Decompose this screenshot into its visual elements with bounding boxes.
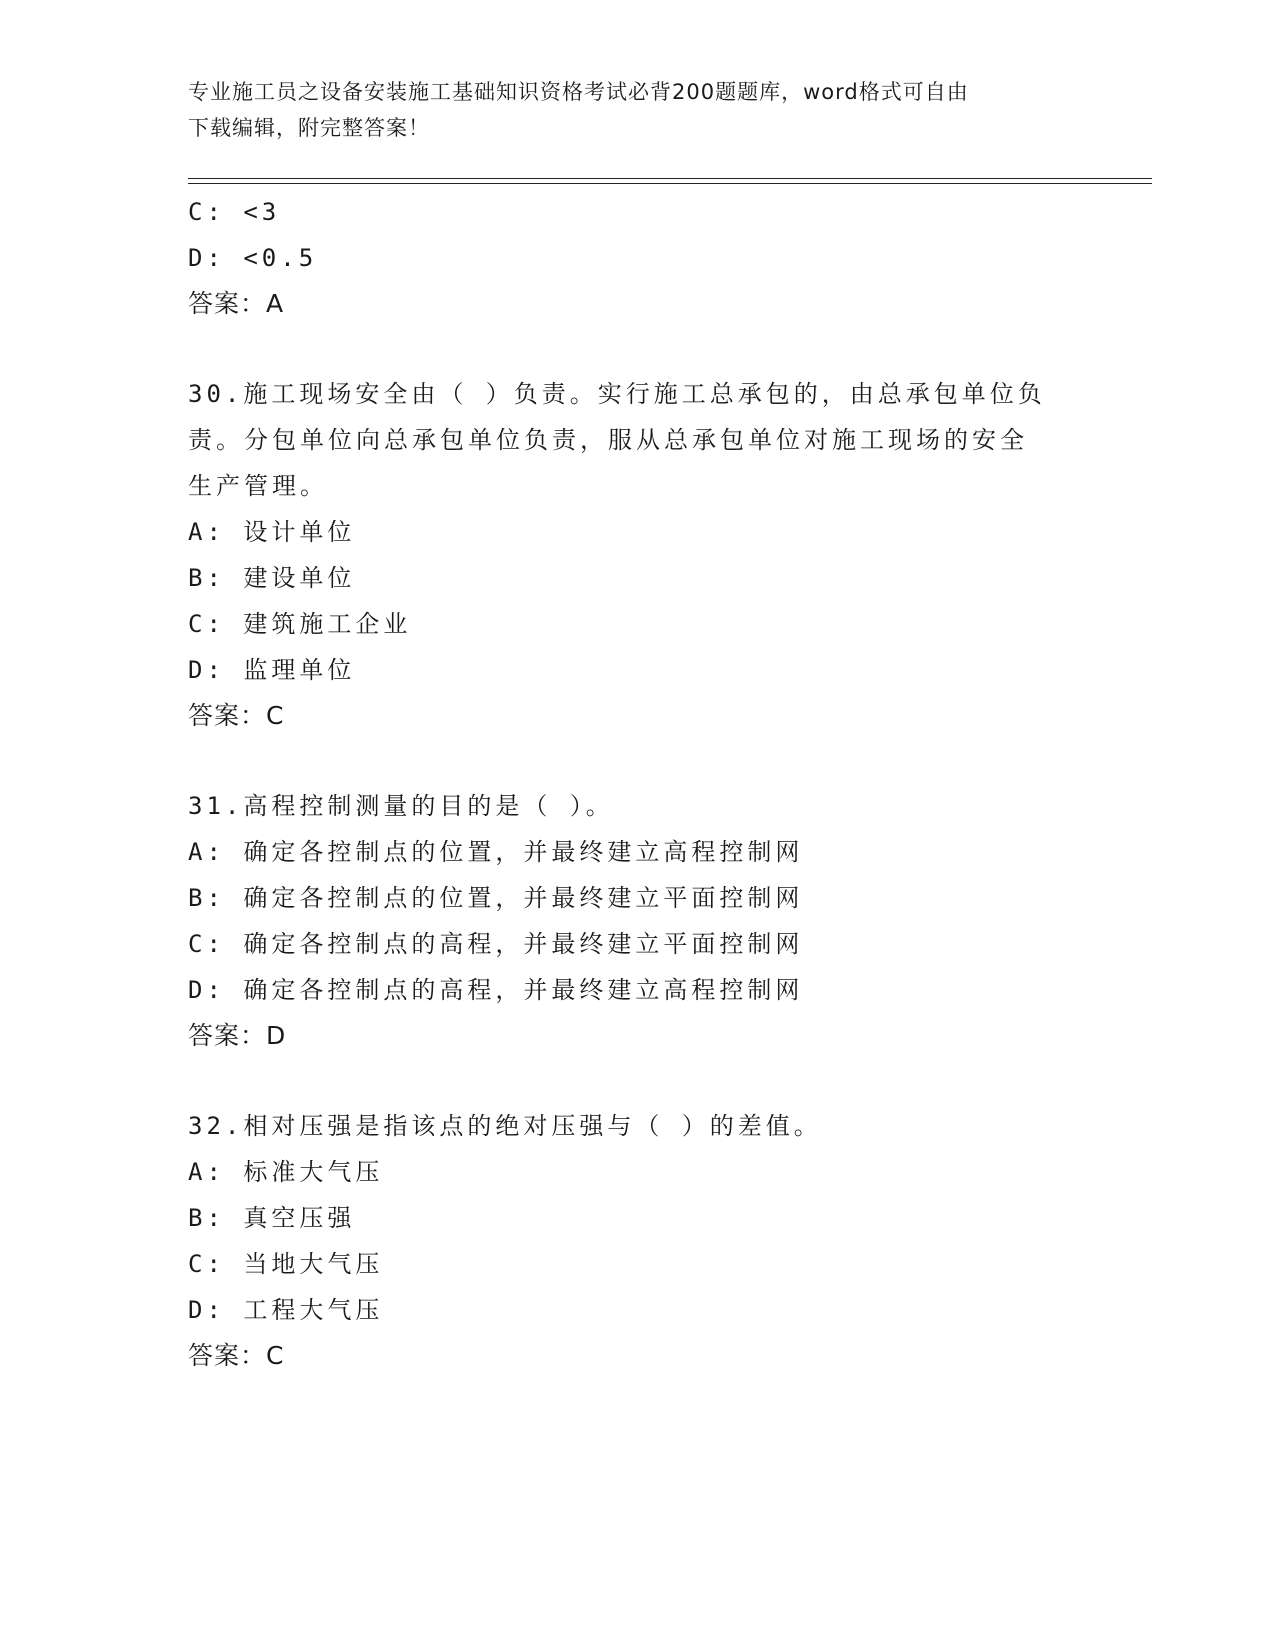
answer-line: 答案：C [188, 1341, 285, 1370]
option-c: C: <3 [188, 198, 281, 226]
question-spacer [188, 1059, 1108, 1103]
question-stem: 31.高程控制测量的目的是（ ）。 [188, 792, 614, 820]
option-d: D: 工程大气压 [188, 1296, 384, 1324]
question-31 [188, 783, 1108, 1059]
page-header [188, 74, 1068, 146]
question-32 [188, 1103, 1108, 1379]
question-stem: 30.施工现场安全由（ ）负责。实行施工总承包的，由总承包单位负 [188, 380, 1046, 408]
question-stem: 32.相对压强是指该点的绝对压强与（ ）的差值。 [188, 1112, 822, 1140]
option-b: B: 建设单位 [188, 564, 356, 592]
question-stem: 责。分包单位向总承包单位负责，服从总承包单位对施工现场的安全 [188, 426, 1028, 454]
option-d: D: 确定各控制点的高程，并最终建立高程控制网 [188, 976, 804, 1004]
question-30 [188, 371, 1108, 739]
option-a: A: 标准大气压 [188, 1158, 384, 1186]
option-c: C: 确定各控制点的高程，并最终建立平面控制网 [188, 930, 804, 958]
option-d: D: <0.5 [188, 244, 318, 272]
header-title-line-2: 下载编辑，附完整答案！ [188, 116, 430, 140]
option-c: C: 建筑施工企业 [188, 610, 412, 638]
header-divider-top [188, 178, 1152, 179]
option-a: A: 确定各控制点的位置，并最终建立高程控制网 [188, 838, 804, 866]
header-title-line-1: 专业施工员之设备安装施工基础知识资格考试必背200题题库，word格式可自由 [188, 80, 969, 104]
question-stem: 生产管理。 [188, 472, 328, 500]
question-spacer [188, 327, 1108, 371]
question-spacer [188, 739, 1108, 783]
question-29-tail [188, 189, 1108, 327]
option-b: B: 真空压强 [188, 1204, 356, 1232]
option-b: B: 确定各控制点的位置，并最终建立平面控制网 [188, 884, 804, 912]
question-list [188, 189, 1108, 1379]
option-c: C: 当地大气压 [188, 1250, 384, 1278]
option-d: D: 监理单位 [188, 656, 356, 684]
answer-line: 答案：C [188, 701, 285, 730]
header-divider-bottom [188, 183, 1152, 184]
answer-line: 答案：D [188, 1021, 287, 1050]
answer-line: 答案：A [188, 289, 285, 318]
option-a: A: 设计单位 [188, 518, 356, 546]
